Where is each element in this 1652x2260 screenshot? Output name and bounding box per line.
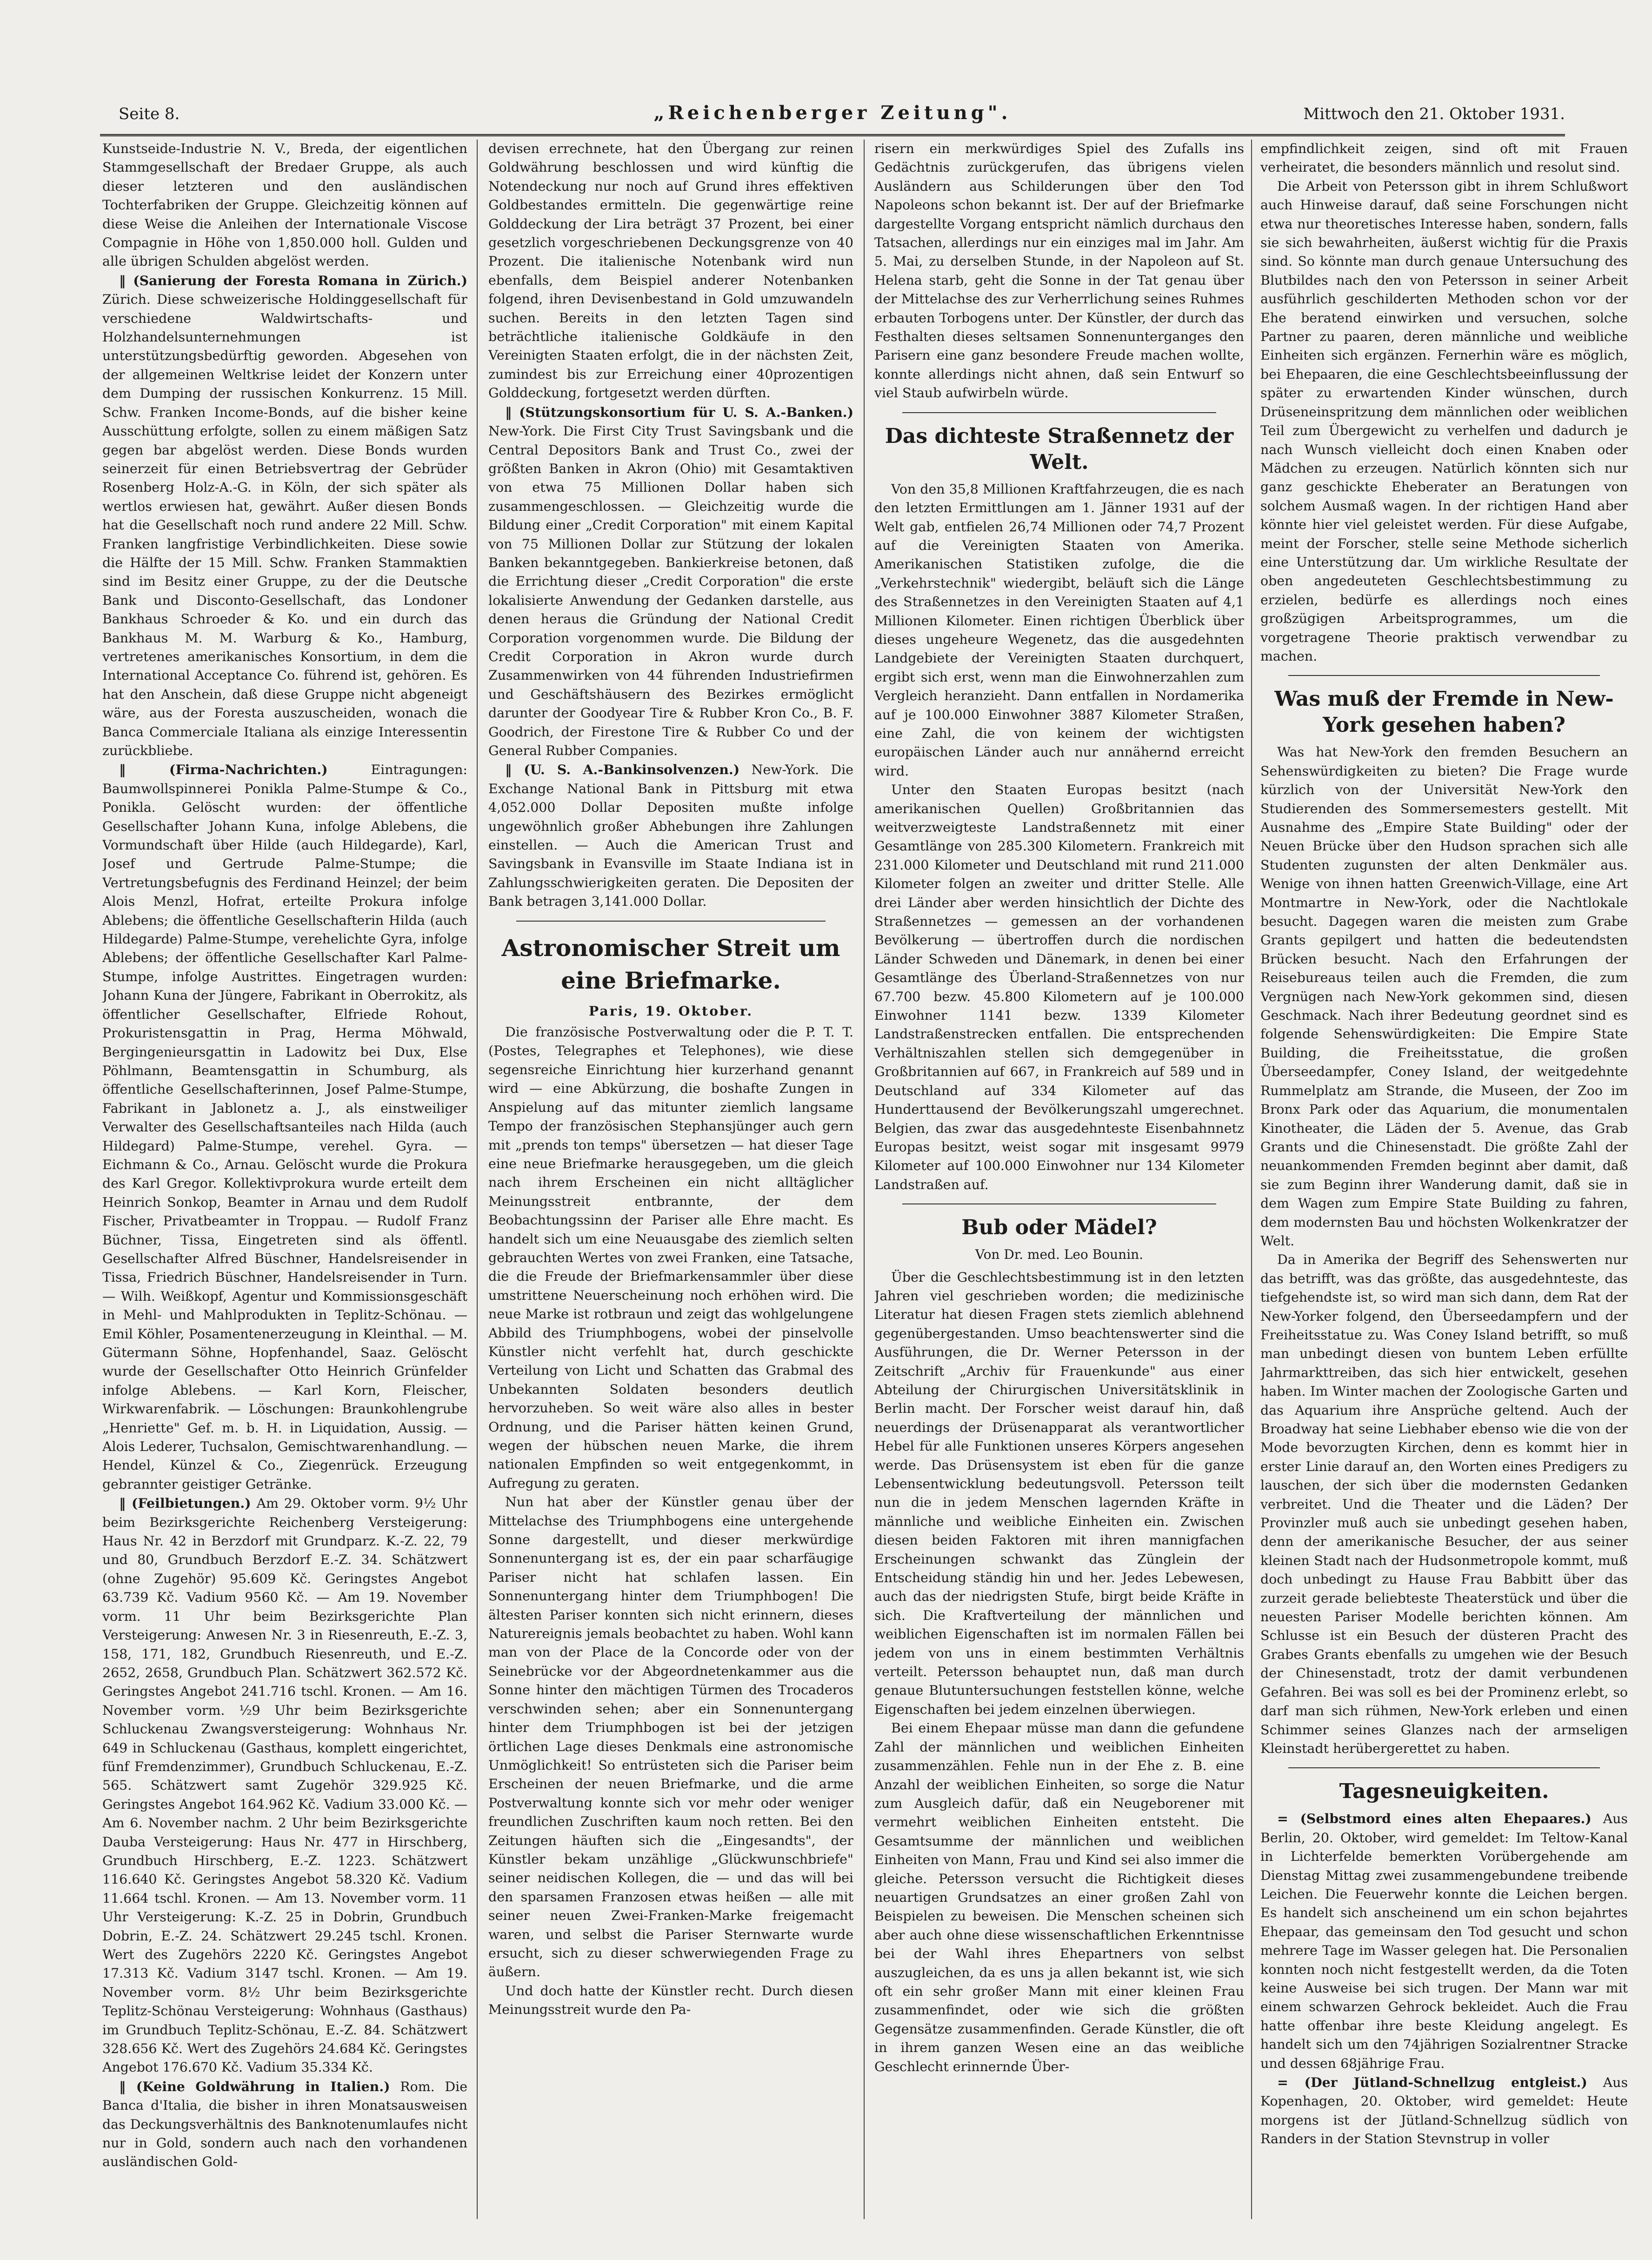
article-text: devisen errechnete, hat den Übergang zur reinen Goldwährung beschlossen und wird künftig die Notendeckung nur noch auf Grund ihres effektiven Goldbestandes ermitteln. Die gegenwärtige reine Golddeckung der Lira beträgt 37 Prozent, bei einer gesetzlich vorgeschriebenen Deckungsgrenze von 40 Prozent. Die italienische Notenbank wird nun ebenfalls, dem Beispiel anderer Notenbanken folgend, ihren Devisenbestand in Gold umzuwandeln suchen. Bereits in den letzten Tagen sind beträchtliche italienische Goldkäufe in den Vereinigten Staaten erfolgt, die in der nächsten Zeit, zumindest bis zur Erreichung einer 40prozentigen Golddeckung, fortgesetzt werden dürften.	[488, 141, 853, 401]
item-heading: = (Der Jütland-Schnellzug entgleist.)	[1277, 2074, 1587, 2090]
page-number: Seite 8.	[119, 105, 180, 123]
item-body: Eintragungen: Baumwollspinnerei Ponikla Palme-Stumpe & Co., Ponikla. Gelöscht wurden: der öffentliche Gesellschafter Johann Kuna, infolge Ablebens, die Vormundschaft über Hilde (auch Hildegarde), Karl, Josef und Gertrude Palme-Stumpe; die Vertretungsbefugnis des Ferdinand Heinzel; der beim Alois Menzl, Hofrat, erteilte Prokura infolge Ablebens; die öffentliche Gesellschafterin Hilda (auch Hildegarde) Palme-Stumpe, verehelichte Gyra, infolge Ablebens; der öffentliche Gesellschafter Karl Palme-Stumpe, infolge Austrittes. Eingetragen wurden: Johann Kuna der Jüngere, Fabrikant in Oberrokitz, als öffentlicher Gesellschafter, Elfriede Rohout, Prokuristensgattin in Prag, Herma Möhwald, Bergingenieursgattin in Ladowitz bei Dux, Else Pöhlmann, Beamtensgattin in Schumburg, als öffentliche Gesellschafterinnen, Josef Palme-Stumpe, Fabrikant in Jablonetz a. J., als einstweiliger Verwalter des Gesellschaftsanteiles nach Hilda (auch Hildegard) Palme-Stumpe, verehel. Gyra. — Eichmann & Co., Arnau. Gelöscht wurde die Prokura des Karl Gregor. Kollektivprokura wurde erteilt dem Heinrich Sonkop, Beamter in Arnau und dem Rudolf Fischer, Privatbeamter in Troppau. — Rudolf Franz Büchner, Tissa, Eingetreten sind als öffentl. Gesellschafter Alfred Büschner, Handelsreisender in Tissa, Friedrich Büschner, Handelsreisender in Turn. — Wilh. Weißkopf, Agentur und Kommissionsgeschäft in Mehl- und Mahlprodukten in Teplitz-Schönau. — Emil Köhler, Posamentenerzeugung in Kleinthal. — M. Gütermann Söhne, Hopfenhandel, Saaz. Gelöscht wurde der Gesellschafter Otto Heinrich Grünfelder infolge Ablebens. — Karl Korn, Fleischer, Wirkwarenfabrik. — Löschungen: Braunkohlengrube „Henriette" Gef. m. b. H. in Liquidation, Aussig. — Alois Lederer, Tuchsalon, Gemischtwarenhandlung. — Hendel, Künzel & Co., Ziegenrück. Erzeugung gebrannter geistiger Getränke.	[102, 762, 467, 1492]
article-headline: Das dichteste Straßennetz der Welt.	[885, 424, 1234, 474]
item-body: Zürich. Diese schweizerische Holdinggesellschaft für verschiedene Waldwirtschafts- und Holzhandelsunternehmungen ist unterstützungsbedürftig geworden. Abgesehen von der allgemeinen Weltkrise leidet der Konzern unter dem Dumping der russischen Konkurrenz. 15 Mill. Schw. Franken Income-Bonds, auf die bisher keine Ausschüttung erfolgte, sollen zu einem mäßigen Satz gegen bar abgelöst werden. Diese Bonds wurden seinerzeit für einen Betriebsvertrag der Gebrüder Rosenberg Holz-A.-G. in Köln, der sich später als wertlos erwiesen hat, gewährt. Außer diesen Bonds hat die Gesellschaft noch rund andere 22 Mill. Schw. Franken langfristige Verbindlichkeiten. Diese sowie die Hälfte der 15 Mill. Schw. Franken Stammaktien sind im Besitz einer Gruppe, zu der die Deutsche Bank und Disconto-Gesellschaft, das Londoner Bankhaus Schroeder & Ko. und ein durch das Bankhaus M. M. Warburg & Ko., Hamburg, vertretenes amerikanisches Konsortium, in dem die International Acceptance Co. führend ist, gehören. Es hat den Anschein, daß diese Gruppe nicht abgeneigt wäre, aus der Foresta auszuscheiden, wonach die Banca Commerciale Italiana als einzige Interessentin zurückbliebe.	[102, 292, 467, 758]
news-item	[102, 271, 467, 761]
article-separator	[902, 412, 1216, 413]
article-text: Und doch hatte der Künstler recht. Durch diesen Meinungsstreit wurde den Pa-	[488, 1983, 853, 2018]
column-2	[488, 140, 853, 2219]
article-separator	[516, 921, 826, 922]
column-4	[1260, 140, 1628, 2219]
article-text: Bei einem Ehepaar müsse man dann die gefundene Zahl der männlichen und weiblichen Einheiten zusammenzählen. Fehle nun in der Ehe z. B. eine Anzahl der weiblichen Einheiten, so sorge die Natur zum Ausgleich dafür, daß ein Neugeborener mit vermehrt weiblichen Einheiten entsteht. Die Gesamtsumme der männlichen und weiblichen Einheiten von Mann, Frau und Kind sei also immer die gleiche. Petersson versucht die Richtigkeit dieses neuartigen Grundsatzes an einer großen Zahl von Beispielen zu beweisen. Die Menschen scheinen sich aber auch ohne diese wissenschaftlichen Erkenntnisse bei der Wahl ihres Ehepartners von selbst auszugleichen, da es uns ja allen bekannt ist, wie sich oft ein sehr großer Mann mit einer kleinen Frau zusammenfindet, oder wie sich die größten Gegensätze zusammenfinden. Gerade Künstler, die oft in ihrem ganzen Wesen eine an das weibliche Geschlecht erinnernde Über-	[874, 1720, 1244, 2074]
article-text: Kunstseide-Industrie N. V., Breda, der eigentlichen Stammgesellschaft der Bredaer Gruppe, als auch dieser letzteren und den ausländischen Tochterfabriken der Gruppe. Gleichzeitig können auf diese Weise die Anleihen der Internationale Viscose Compagnie in Höhe von 1,850.000 holl. Gulden und alle übrigen Schulden abgelöst werden.	[102, 141, 467, 269]
item-heading: ‖ (Stützungskonsortium für U. S. A.-Banken.)	[505, 404, 853, 420]
section-heading: Tagesneuigkeiten.	[1339, 1779, 1549, 1804]
article-text: Die Arbeit von Petersson gibt in ihrem Schlußwort auch Hinweise darauf, daß seine Forschungen nicht etwa nur theoretisches Interesse haben, sondern, falls sie sich bewahrheiten, äußerst wichtig für die Praxis sind. So könnte man durch genaue Untersuchung des Blutbildes nach den von Petersson in seiner Arbeit ausführlich geschilderten Methoden schon vor der Ehe beratend einwirken und versuchen, solche Partner zu paaren, deren männliche und weibliche Einheiten sich ergänzen. Fernerhin wäre es möglich, bei Ehepaaren, die eine Geschlechtsbeeinflussung der später zu erwartenden Kinder wünschen, durch Drüseneinspritzung dem männlichen oder weiblichen Teil zum Übergewicht zu verhelfen und dadurch je nach Wunsch vielleicht doch einen Knaben oder Mädchen zu erzeugen. Natürlich könnten sich nur ganz geschickte Eheberater an Beratungen von solchem Ausmaß wagen. In der richtigen Hand aber könnte hier viel geleistet werden. Für diese Aufgabe, meint der Forscher, stelle seine Methode sicherlich eine Unterstützung dar. Um wirkliche Resultate der oben angedeuteten Geschlechtsbestimmung zu erzielen, bedürfe es allerdings noch eines großzügigen Arbeitsprogrammes, um die vorgetragene Theorie praktisch verwendbar zu machen.	[1260, 178, 1628, 664]
article-text: Über die Geschlechtsbestimmung ist in den letzten Jahren viel geschrieben worden; die medizinische Literatur hat diesen Fragen stets ziemlich ablehnend gegenübergestanden. Umso beachtenswerter sind die Ausführungen, die Dr. Werner Petersson in der Zeitschrift „Archiv für Frauenkunde" aus einer Abteilung der Chirurgischen Universitätsklinik in Berlin macht. Der Forscher weist darauf hin, daß neuerdings der Drüsenapparat als verantwortlicher Hebel für alle Funktionen unseres Körpers angesehen werde. Das Drüsensystem ist eben für die ganze Lebensentwicklung bedeutungsvoll. Petersson teilt nun die in jedem Menschen lagernden Kräfte in männliche und weibliche Einheiten ein. Zwischen diesen beiden Faktoren mit ihren mannigfachen Erscheinungen schwankt das Zünglein der Entscheidung ständig hin und her. Jedes Lebewesen, auch das der niedrigsten Stufe, birgt beide Kräfte in sich. Die Kraftverteilung der männlichen und weiblichen Eigenschaften ist im normalen Fällen bei jedem von uns in einem bestimmten Verhältnis verteilt. Petersson behauptet nun, daß man durch genaue Blutuntersuchungen feststellen könne, welche Eigenschaften bei jedem einzelnen überwiegen.	[874, 1269, 1244, 1717]
item-heading: ‖ (Sanierung der Foresta Romana in Zürich.)	[119, 272, 467, 288]
masthead	[100, 100, 1565, 128]
item-body: Aus Kopenhagen, 20. Oktober, wird gemeldet: Heute morgens ist der Jütland-Schnellzug südlich von Randers in der Station Stevnstrup in voller	[1260, 2075, 1628, 2147]
article-dateline: Paris, 19. Oktober.	[588, 1003, 753, 1019]
article-text: Da in Amerika der Begriff des Sehenswerten nur das betrifft, was das größte, das ausgedehnteste, das tiefgehendste ist, so wird man sich dann, dem Rat der New-Yorker folgend, den Überseedampfern und der Freiheitsstatue zu. Was Coney Island betrifft, so muß man unbedingt diesen von buntem Leben erfüllte Jahrmarkttreiben, das sich hier entwickelt, gesehen haben. Im Winter machen der Zoologische Garten und das Aquarium ihre Ansprüche geltend. Auch der Broadway hat seine Liebhaber ebenso wie die von der Mode bevorzugten Kirchen, denn es kommt hier in erster Linie darauf an, den Worten eines Predigers zu lauschen, der sich über die modernsten Gedanken verbreitet. Und die Theater und die Läden? Der Provinzler muß auch sie unbedingt gesehen haben, denn der amerikanische Besucher, der aus seiner kleinen Stadt nach der Hudsonmetropole kommt, muß doch unbedingt zu Hause Frau Babbitt über das zurzeit gerade beliebteste Theaterstück und über die neuesten Pariser Modelle berichten können. Am Schlusse ist ein Besuch der düsteren Pracht des Grabes Grants ebenfalls zu umgehen wie der Besuch der Chinesenstadt, trotz der damit verbundenen Gefahren. Bei was soll es bei der Prominenz erlebt, so darf man sich rühmen, New-York erleben und einen Schimmer seines Glanzes nach der armseligen Kleinstadt herübergerettet zu haben.	[1260, 1252, 1628, 1756]
news-item	[102, 1494, 467, 2077]
news-item	[488, 403, 853, 761]
column-3	[874, 140, 1244, 2219]
item-body: Rom. Die Banca d'Italia, die bisher in ihren Monatsausweisen das Deckungsverhältnis des Banknotenumlaufes nicht nur in Gold, sondern auch nach den vorhandenen ausländischen Gold-	[102, 2079, 467, 2170]
item-heading: = (Selbstmord eines alten Ehepaares.)	[1277, 1811, 1592, 1827]
article-text: empfindlichkeit zeigen, sind oft mit Frauen verheiratet, die besonders männlich und resolut sind.	[1260, 141, 1628, 175]
column-divider	[864, 140, 865, 2219]
article-separator	[1288, 675, 1600, 676]
item-body: New-York. Die First City Trust Savingsbank und die Central Depositors Bank and Trust Co., zwei der größten Banken in Akron (Ohio) mit Gesamtaktiven von etwa 75 Millionen Dollar haben sich zusammengeschlossen. — Gleichzeitig wurde die Bildung einer „Credit Corporation" mit einem Kapital von 75 Millionen Dollar zur Stützung der lokalen Banken bekanntgegeben. Bankierkreise betonen, daß die Errichtung dieser „Credit Corporation" die erste lokalisierte Anwendung der Gedanken darstelle, aus denen heraus die Gründung der National Credit Corporation vorgenommen wurde. Die Bildung der Credit Corporation in Akron wurde durch Zusammenwirken von 44 führenden Industriefirmen und Geschäftshäusern des Bezirkes ermöglicht darunter der Goodyear Tire & Rubber Kron Co., B. F. Goodrich, der Firestone Tire & Rubber Co und der General Rubber Companies.	[488, 423, 853, 758]
item-body: New-York. Die Exchange National Bank in Pittsburg mit etwa 4,052.000 Dollar Depositen mußte infolge ungewöhnlich großer Abhebungen ihre Zahlungen einstellen. — Auch die American Trust and Savingsbank in Evansville im Staate Indiana ist in Zahlungsschwierigkeiten geraten. Die Depositen der Bank betragen 3,141.000 Dollar.	[488, 762, 853, 909]
column-divider	[477, 140, 478, 2219]
article-text: Unter den Staaten Europas besitzt (nach amerikanischen Quellen) Großbritannien das weitverzweigteste Landstraßennetz mit einer Gesamtlänge von 285.300 Kilometern. Frankreich mit 231.000 Kilometer und Deutschland mit rund 211.000 Kilometer folgen an zweiter und dritter Stelle. Alle drei Länder aber werden hinsichtlich der Dichte des Straßennetzes — gemessen an der vorhandenen Bevölkerung — übertroffen durch die nordischen Länder Schweden und Dänemark, in denen bei einer Gesamtlänge des Überland-Straßennetzes von nur 67.700 bezw. 45.800 Kilometern auf je 100.000 Einwohner 1141 bezw. 1339 Kilometer Landstraßenstrecken entfallen. Die entsprechenden Verhältniszahlen stellen sich demgegenüber in Großbritannien auf 667, in Frankreich auf 589 und in Deutschland auf 334 Kilometer auf das Hunderttausend der Bevölkerungszahl umgerechnet. Belgien, das zwar das ausgedehnteste Eisenbahnnetz Europas besitzt, weist sogar mit insgesamt 9979 Kilometer auf 100.000 Einwohner nur 134 Kilometer Landstraßen auf.	[874, 782, 1244, 1192]
column-1	[102, 140, 467, 2219]
item-body: Am 29. Oktober vorm. 9½ Uhr beim Bezirksgerichte Reichenberg Versteigerung: Haus Nr. 42 in Berzdorf mit Grundparz. K.-Z. 22, 79 und 80, Grundbuch Berzdorf E.-Z. 34. Schätzwert (ohne Zugehör) 95.609 Kč. Geringstes Angebot 63.739 Kč. Vadium 9560 Kč. — Am 19. November vorm. 11 Uhr beim Bezirksgerichte Plan Versteigerung: Anwesen Nr. 3 in Riesenreuth, E.-Z. 3, 158, 171, 182, Grundbuch Riesenreuth, und E.-Z. 2652, 2658, Grundbuch Plan. Schätzwert 362.572 Kč. Geringstes Angebot 241.716 tschl. Kronen. — Am 16. November vorm. ½9 Uhr beim Bezirksgerichte Schluckenau Zwangsversteigerung: Wohnhaus Nr. 649 in Schluckenau (Gasthaus, komplett eingerichtet, fünf Fremdenzimmer), Grundbuch Schluckenau, E.-Z. 565. Schätzwert samt Zugehör 329.925 Kč. Geringstes Angebot 164.962 Kč. Vadium 33.000 Kč. — Am 6. November nachm. 2 Uhr beim Bezirksgerichte Dauba Versteigerung: Haus Nr. 477 in Hirschberg, Grundbuch Hirschberg, E.-Z. 1223. Schätzwert 116.640 Kč. Geringstes Angebot 58.320 Kč. Vadium 11.664 tschl. Kronen. — Am 13. November vorm. 11 Uhr Versteigerung: K.-Z. 25 in Dobrin, Grundbuch Dobrin, E.-Z. 24. Schätzwert 29.245 tschl. Kronen. Wert des Zugehörs 2220 Kč. Geringstes Angebot 17.313 Kč. Vadium 3147 tschl. Kronen. — Am 19. November vorm. 8½ Uhr beim Bezirksgerichte Teplitz-Schönau Versteigerung: Wohnhaus (Gasthaus) im Grundbuch Teplitz-Schönau, E.-Z. 84. Schätzwert 328.656 Kč. Wert des Zugehörs 24.684 Kč. Geringstes Angebot 176.670 Kč. Vadium 35.334 Kč.	[102, 1496, 467, 2075]
article-headline: Was muß der Fremde in New-York gesehen haben?	[1274, 687, 1614, 737]
article-text: Was hat New-York den fremden Besuchern an Sehenswürdigkeiten zu bieten? Die Frage wurde kürzlich von der Universität New-York den Studierenden des Sommersemesters gestellt. Mit Ausnahme des „Empire State Building" oder der Neuen Brücke über den Hudson sprachen sich alle Studenten zugunsten der alten Denkmäler aus. Wenige von ihnen hatten Greenwich-Village, eine Art Montmartre in New-York, oder die Nachtlokale besucht. Dagegen waren die meisten zum Grabe Grants gepilgert und hatten die bedeutendsten Brücken besucht. Nach den Erfahrungen der Reisebureaus teilen auch die Fremden, die zum Vergnügen nach New-York gekommen sind, diesen Geschmack. Nach ihrer Bedeutung geordnet sind es folgende Sehenswürdigkeiten: Die Empire State Building, die Freiheitsstatue, die großen Überseedampfer, Coney Island, der weitgedehnte Rummelplatz am Strande, die Museen, der Zoo im Bronx Park oder das Aquarium, die monumentalen Kinotheater, die Läden der 5. Avenue, das Grab Grants und die Chinesenstadt. Die größte Zahl der neuankommenden Fremden beginnt aber damit, daß sie zum Beginn ihrer Wanderung damit, daß sie in dem Wagen zum Empire State Building zu fahren, dem modernsten Bau und höchsten Wolkenkratzer der Welt.	[1260, 744, 1628, 1249]
article-separator	[1288, 1767, 1600, 1768]
item-body: Aus Berlin, 20. Oktober, wird gemeldet: Im Teltow-Kanal in Lichterfelde bemerkten Vorübergehende am Dienstag Mittag zwei zusammengebundene treibende Leichen. Die Feuerwehr konnte die Leichen bergen. Es handelt sich anscheinend um ein schon bejahrtes Ehepaar, das gemeinsam den Tod gesucht und schon mehrere Tage im Wasser gelegen hat. Die Personalien konnten noch nicht festgestellt werden, da die Toten keine Ausweise bei sich trugen. Der Mann war mit einem schwarzen Gehrock bekleidet. Auch die Frau hatte offenbar ihre beste Kleidung angelegt. Es handelt sich um den 74jährigen Sozialrentner Stracke und dessen 68jährige Frau.	[1260, 1811, 1628, 2071]
item-heading: ‖ (Feilbietungen.)	[119, 1495, 251, 1511]
news-item	[1260, 1809, 1628, 2073]
item-heading: ‖ (Firma-Nachrichten.)	[119, 762, 328, 778]
news-item	[102, 760, 467, 1494]
item-heading: ‖ (Keine Goldwährung in Italien.)	[119, 2078, 390, 2094]
news-item	[488, 760, 853, 911]
article-text: Von den 35,8 Millionen Kraftfahrzeugen, die es nach den letzten Ermittlungen am 1. Jänner 1931 auf der Welt gab, entfielen 26,74 Millionen oder 74,7 Prozent auf die Vereinigten Staaten von Amerika. Amerikanischen Statistiken zufolge, die die „Verkehrstechnik" wiedergibt, beläuft sich die Länge des Straßennetzes in den Vereinigten Staaten auf 4,1 Millionen Kilometer. Einen richtigen Überblick über dieses ungeheure Wegenetz, das die ausgedehnten Landgebiete der Vereinigten Staaten durchquert, ergibt sich erst, wenn man die Einwohnerzahlen zum Vergleich heranzieht. Dann entfallen in Nordamerika auf je 100.000 Einwohner 3887 Kilometer Straßen, eine Zahl, die von keinem der wichtigsten europäischen Länder auch nur annähernd erreicht wird.	[874, 481, 1244, 779]
article-byline: Von Dr. med. Leo Bounin.	[975, 1247, 1144, 1263]
issue-date: Mittwoch den 21. Oktober 1931.	[1303, 105, 1565, 123]
article-text: Die französische Postverwaltung oder die P. T. T. (Postes, Telegraphes et Telephones), wie diese segensreiche Einrichtung hier kurzerhand genannt wird — eine Abkürzung, die boshafte Zungen in Anspielung auf das mitunter ziemlich langsame Tempo der französischen Stephansjünger auch gern mit „prends ton temps" übersetzen — hat dieser Tage eine neue Briefmarke herausgegeben, um die gleich nach ihrem Erscheinen ein nicht alltäglicher Meinungsstreit entbrannte, der dem Beobachtungssinn der Pariser alle Ehre macht. Es handelt sich um eine Neuausgabe des ziemlich selten gebrauchten Wertes von zwei Franken, eine Tatsache, die die Freude der Briefmarkensammler über diese umstrittene Neuerscheinung noch erhöhen wird. Die neue Marke ist rotbraun und zeigt das wohlgelungene Abbild des Triumphbogens, wobei der pinselvolle Künstler nicht verfehlt hat, durch geschickte Verteilung von Licht und Schatten das Grabmal des Unbekannten Soldaten besonders deutlich hervorzuheben. So weit wäre also alles in bester Ordnung, und die Pariser hätten keinen Grund, wegen der hübschen neuen Marke, die ihrem nationalen Empfinden so weit entgegenkommt, in Aufregung zu geraten.	[488, 1024, 853, 1491]
column-divider	[1251, 140, 1252, 2219]
item-heading: ‖ (U. S. A.-Bankinsolvenzen.)	[505, 762, 740, 778]
newspaper-title: „Reichenberger Zeitung".	[653, 102, 1012, 124]
article-text: Nun hat aber der Künstler genau über der Mittelachse des Triumphbogens eine untergehende Sonne dargestellt, und dieser merkwürdige Sonnenuntergang ist es, der ein paar scharfäugige Pariser nicht hat schlafen lassen. Ein Sonnenuntergang hinter dem Triumphbogen! Die ältesten Pariser konnten sich nicht erinnern, dieses Naturereignis jemals beobachtet zu haben. Wohl kann man von der Place de la Concorde oder von der Seinebrücke vor der Abgeordnetenkammer aus die Sonne hinter den mächtigen Türmen des Trocaderos verschwinden sehen; aber ein Sonnenuntergang hinter dem Triumphbogen ist bei der jetzigen örtlichen Lage dieses Denkmals eine astronomische Unmöglichkeit! So entrüsteten sich die Pariser beim Erscheinen der neuen Briefmarke, und die arme Postverwaltung konnte sich vor mehr oder weniger freundlichen Zuschriften kaum noch retten. Bei den Zeitungen häuften sich die „Eingesandts", der Künstler bekam unzählige „Glückwunschbriefe" seiner neidischen Kollegen, die — und das will bei den sparsamen Franzosen etwas heißen — alle mit seiner neuen Zwei-Franken-Marke freigemacht waren, und selbst die Pariser Sternwarte wurde ersucht, sich zu dieser schwerwiegenden Frage zu äußern.	[488, 1494, 853, 1980]
article-headline: Bub oder Mädel?	[961, 1216, 1157, 1240]
header-rule	[100, 134, 1565, 136]
article-text: risern ein merkwürdiges Spiel des Zufalls ins Gedächtnis zurückgerufen, das übrigens vielen Ausländern aus Schilderungen über den Tod Napoleons schon bekannt ist. Der auf der Briefmarke dargestellte Vorgang entspricht nämlich durchaus den Tatsachen, allerdings nur ein einziges mal im Jahr. Am 5. Mai, zu derselben Stunde, in der Napoleon auf St. Helena starb, geht die Sonne in der Tat genau über der Mittelachse des zur Verherrlichung seines Ruhmes erbauten Torbogens unter. Der Künstler, der durch das Festhalten dieses seltsamen Sonnenunterganges den Parisern eine ganz besondere Freude machen wollte, konnte allerdings nicht ahnen, daß sein Entwurf so viel Staub aufwirbeln würde.	[874, 141, 1244, 401]
article-headline: Astronomischer Streit um eine Briefmarke.	[501, 934, 840, 994]
news-item	[102, 2077, 467, 2172]
news-item	[1260, 2073, 1628, 2149]
